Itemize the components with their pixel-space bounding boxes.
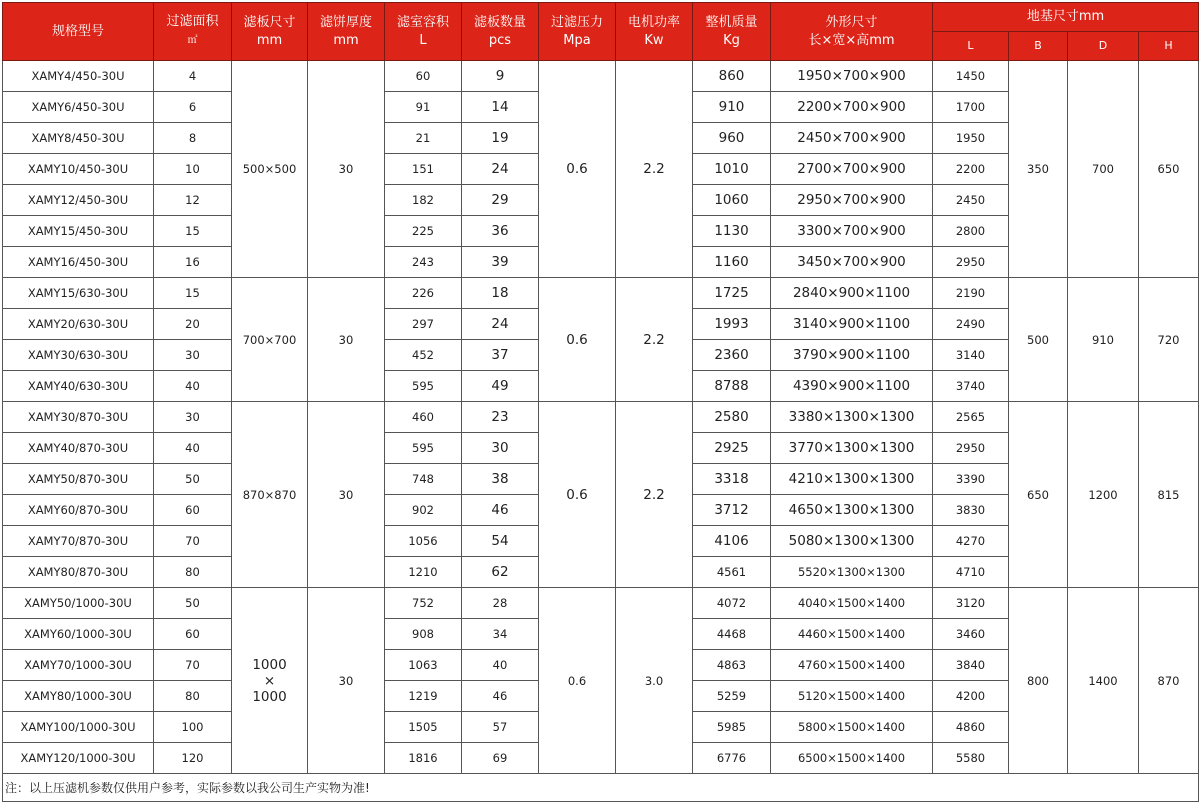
cell-volume: 151	[385, 154, 462, 185]
cell-model: XAMY30/630-30U	[3, 340, 154, 371]
cell-foundation-l: 3140	[933, 340, 1009, 371]
cell-dimensions: 6500×1500×1400	[771, 743, 933, 774]
cell-plate-count: 39	[462, 247, 539, 278]
cell-volume: 1505	[385, 712, 462, 743]
cell-power: 2.2	[616, 278, 693, 402]
header-count: 滤板数量 pcs	[462, 3, 539, 61]
header-B: B	[1009, 32, 1068, 61]
cell-weight: 3318	[693, 464, 771, 495]
cell-model: XAMY8/450-30U	[3, 123, 154, 154]
cell-area: 40	[154, 433, 232, 464]
cell-weight: 4561	[693, 557, 771, 588]
cell-volume: 1816	[385, 743, 462, 774]
cell-dimensions: 4390×900×1100	[771, 371, 933, 402]
cell-plate-count: 24	[462, 154, 539, 185]
cell-volume: 60	[385, 61, 462, 92]
header-D: D	[1068, 32, 1139, 61]
cell-foundation-b: 800	[1009, 588, 1068, 774]
cell-model: XAMY50/1000-30U	[3, 588, 154, 619]
cell-model: XAMY120/1000-30U	[3, 743, 154, 774]
cell-dimensions: 1950×700×900	[771, 61, 933, 92]
cell-dimensions: 2450×700×900	[771, 123, 933, 154]
spec-table	[2, 2, 1199, 802]
cell-dimensions: 4040×1500×1400	[771, 588, 933, 619]
cell-weight: 860	[693, 61, 771, 92]
cell-foundation-b: 650	[1009, 402, 1068, 588]
cell-weight: 4863	[693, 650, 771, 681]
header-model: 规格型号	[3, 3, 154, 61]
cell-foundation-b: 500	[1009, 278, 1068, 402]
cell-plate-count: 62	[462, 557, 539, 588]
cell-dimensions: 2700×700×900	[771, 154, 933, 185]
cell-area: 70	[154, 650, 232, 681]
cell-dimensions: 2840×900×1100	[771, 278, 933, 309]
cell-foundation-l: 3120	[933, 588, 1009, 619]
cell-foundation-d: 1200	[1068, 402, 1139, 588]
cell-pressure: 0.6	[539, 278, 616, 402]
cell-plate-count: 57	[462, 712, 539, 743]
cell-dimensions: 3790×900×1100	[771, 340, 933, 371]
cell-dimensions: 2200×700×900	[771, 92, 933, 123]
cell-weight: 960	[693, 123, 771, 154]
cell-plate-size: 870×870	[232, 402, 308, 588]
cell-model: XAMY40/870-30U	[3, 433, 154, 464]
cell-dimensions: 5800×1500×1400	[771, 712, 933, 743]
cell-weight: 5259	[693, 681, 771, 712]
cell-dimensions: 3450×700×900	[771, 247, 933, 278]
cell-plate-size: 700×700	[232, 278, 308, 402]
cell-foundation-d: 910	[1068, 278, 1139, 402]
cell-foundation-l: 4270	[933, 526, 1009, 557]
cell-area: 30	[154, 340, 232, 371]
header-weight: 整机质量 Kg	[693, 3, 771, 61]
cell-weight: 4072	[693, 588, 771, 619]
cell-volume: 1063	[385, 650, 462, 681]
cell-foundation-l: 2800	[933, 216, 1009, 247]
cell-area: 15	[154, 216, 232, 247]
cell-foundation-d: 700	[1068, 61, 1139, 278]
cell-foundation-l: 2950	[933, 247, 1009, 278]
cell-foundation-l: 3390	[933, 464, 1009, 495]
cell-area: 80	[154, 557, 232, 588]
cell-weight: 3712	[693, 495, 771, 526]
cell-plate-count: 23	[462, 402, 539, 433]
cell-cake-thickness: 30	[308, 61, 385, 278]
cell-dimensions: 4460×1500×1400	[771, 619, 933, 650]
cell-foundation-l: 3840	[933, 650, 1009, 681]
cell-model: XAMY60/870-30U	[3, 495, 154, 526]
cell-plate-count: 9	[462, 61, 539, 92]
cell-volume: 452	[385, 340, 462, 371]
cell-area: 16	[154, 247, 232, 278]
header-H: H	[1139, 32, 1199, 61]
cell-foundation-l: 3830	[933, 495, 1009, 526]
cell-area: 4	[154, 61, 232, 92]
cell-model: XAMY80/1000-30U	[3, 681, 154, 712]
note-text: 注：以上压滤机参数仅供用户参考，实际参数以我公司生产实物为准!	[3, 774, 1199, 802]
cell-volume: 182	[385, 185, 462, 216]
cell-model: XAMY50/870-30U	[3, 464, 154, 495]
cell-weight: 1130	[693, 216, 771, 247]
cell-dimensions: 3380×1300×1300	[771, 402, 933, 433]
cell-area: 100	[154, 712, 232, 743]
cell-volume: 225	[385, 216, 462, 247]
cell-dimensions: 4650×1300×1300	[771, 495, 933, 526]
cell-plate-count: 14	[462, 92, 539, 123]
cell-weight: 4106	[693, 526, 771, 557]
cell-area: 15	[154, 278, 232, 309]
cell-plate-count: 28	[462, 588, 539, 619]
cell-foundation-h: 870	[1139, 588, 1199, 774]
cell-plate-count: 36	[462, 216, 539, 247]
table-row	[3, 588, 1199, 619]
cell-weight: 8788	[693, 371, 771, 402]
table-row	[3, 61, 1199, 92]
cell-area: 80	[154, 681, 232, 712]
cell-weight: 5985	[693, 712, 771, 743]
cell-plate-count: 29	[462, 185, 539, 216]
cell-foundation-l: 3460	[933, 619, 1009, 650]
cell-volume: 1219	[385, 681, 462, 712]
cell-model: XAMY10/450-30U	[3, 154, 154, 185]
header-pressure: 过滤压力 Mpa	[539, 3, 616, 61]
cell-plate-count: 34	[462, 619, 539, 650]
cell-foundation-l: 5580	[933, 743, 1009, 774]
cell-weight: 2360	[693, 340, 771, 371]
cell-plate-count: 38	[462, 464, 539, 495]
cell-weight: 1060	[693, 185, 771, 216]
cell-foundation-d: 1400	[1068, 588, 1139, 774]
cell-plate-count: 19	[462, 123, 539, 154]
cell-model: XAMY70/1000-30U	[3, 650, 154, 681]
cell-plate-count: 54	[462, 526, 539, 557]
cell-cake-thickness: 30	[308, 402, 385, 588]
header-area: 过滤面积 ㎡	[154, 3, 232, 61]
cell-plate-size: 1000 × 1000	[232, 588, 308, 774]
cell-weight: 1160	[693, 247, 771, 278]
cell-model: XAMY12/450-30U	[3, 185, 154, 216]
cell-area: 30	[154, 402, 232, 433]
cell-area: 6	[154, 92, 232, 123]
cell-model: XAMY20/630-30U	[3, 309, 154, 340]
cell-dimensions: 5080×1300×1300	[771, 526, 933, 557]
cell-power: 2.2	[616, 61, 693, 278]
cell-plate-count: 46	[462, 495, 539, 526]
cell-plate-count: 30	[462, 433, 539, 464]
cell-plate-count: 40	[462, 650, 539, 681]
note-row	[3, 774, 1199, 802]
cell-dimensions: 5520×1300×1300	[771, 557, 933, 588]
cell-foundation-l: 4860	[933, 712, 1009, 743]
cell-pressure: 0.6	[539, 61, 616, 278]
cell-area: 20	[154, 309, 232, 340]
cell-foundation-l: 3740	[933, 371, 1009, 402]
cell-model: XAMY15/630-30U	[3, 278, 154, 309]
header-cake: 滤饼厚度 mm	[308, 3, 385, 61]
cell-volume: 226	[385, 278, 462, 309]
cell-area: 60	[154, 495, 232, 526]
header-power: 电机功率 Kw	[616, 3, 693, 61]
cell-volume: 752	[385, 588, 462, 619]
cell-foundation-l: 1450	[933, 61, 1009, 92]
cell-area: 60	[154, 619, 232, 650]
cell-foundation-h: 720	[1139, 278, 1199, 402]
table-row	[3, 278, 1199, 309]
cell-model: XAMY16/450-30U	[3, 247, 154, 278]
cell-foundation-h: 815	[1139, 402, 1199, 588]
cell-volume: 243	[385, 247, 462, 278]
cell-dimensions: 3770×1300×1300	[771, 433, 933, 464]
cell-foundation-l: 2490	[933, 309, 1009, 340]
header-plate: 滤板尺寸 mm	[232, 3, 308, 61]
cell-cake-thickness: 30	[308, 278, 385, 402]
cell-dimensions: 4210×1300×1300	[771, 464, 933, 495]
cell-weight: 6776	[693, 743, 771, 774]
cell-weight: 1010	[693, 154, 771, 185]
cell-cake-thickness: 30	[308, 588, 385, 774]
cell-dimensions: 3300×700×900	[771, 216, 933, 247]
cell-weight: 2580	[693, 402, 771, 433]
cell-area: 50	[154, 464, 232, 495]
cell-plate-count: 37	[462, 340, 539, 371]
cell-model: XAMY40/630-30U	[3, 371, 154, 402]
header-volume: 滤室容积 L	[385, 3, 462, 61]
cell-power: 2.2	[616, 402, 693, 588]
cell-model: XAMY6/450-30U	[3, 92, 154, 123]
cell-foundation-l: 2200	[933, 154, 1009, 185]
cell-foundation-b: 350	[1009, 61, 1068, 278]
cell-foundation-l: 2450	[933, 185, 1009, 216]
cell-foundation-l: 4200	[933, 681, 1009, 712]
cell-area: 8	[154, 123, 232, 154]
cell-plate-count: 49	[462, 371, 539, 402]
cell-volume: 595	[385, 371, 462, 402]
cell-weight: 1993	[693, 309, 771, 340]
cell-volume: 908	[385, 619, 462, 650]
cell-plate-count: 69	[462, 743, 539, 774]
cell-weight: 4468	[693, 619, 771, 650]
cell-area: 10	[154, 154, 232, 185]
cell-model: XAMY30/870-30U	[3, 402, 154, 433]
cell-area: 12	[154, 185, 232, 216]
cell-pressure: 0.6	[539, 402, 616, 588]
cell-dimensions: 4760×1500×1400	[771, 650, 933, 681]
cell-dimensions: 3140×900×1100	[771, 309, 933, 340]
cell-weight: 2925	[693, 433, 771, 464]
cell-model: XAMY60/1000-30U	[3, 619, 154, 650]
cell-area: 70	[154, 526, 232, 557]
cell-model: XAMY70/870-30U	[3, 526, 154, 557]
cell-volume: 460	[385, 402, 462, 433]
cell-volume: 91	[385, 92, 462, 123]
cell-dimensions: 5120×1500×1400	[771, 681, 933, 712]
header-foundation: 地基尺寸mm	[933, 3, 1199, 32]
table-row	[3, 402, 1199, 433]
cell-foundation-l: 2950	[933, 433, 1009, 464]
cell-plate-size: 500×500	[232, 61, 308, 278]
cell-power: 3.0	[616, 588, 693, 774]
cell-volume: 902	[385, 495, 462, 526]
cell-plate-count: 18	[462, 278, 539, 309]
cell-weight: 910	[693, 92, 771, 123]
cell-volume: 1210	[385, 557, 462, 588]
cell-foundation-l: 1700	[933, 92, 1009, 123]
cell-dimensions: 2950×700×900	[771, 185, 933, 216]
cell-model: XAMY15/450-30U	[3, 216, 154, 247]
cell-foundation-l: 1950	[933, 123, 1009, 154]
cell-area: 50	[154, 588, 232, 619]
cell-volume: 748	[385, 464, 462, 495]
cell-foundation-l: 2190	[933, 278, 1009, 309]
cell-volume: 21	[385, 123, 462, 154]
cell-foundation-l: 2565	[933, 402, 1009, 433]
cell-volume: 1056	[385, 526, 462, 557]
header-L: L	[933, 32, 1009, 61]
header-dims: 外形尺寸 长×宽×高mm	[771, 3, 933, 61]
cell-plate-count: 46	[462, 681, 539, 712]
cell-model: XAMY4/450-30U	[3, 61, 154, 92]
cell-model: XAMY100/1000-30U	[3, 712, 154, 743]
cell-volume: 297	[385, 309, 462, 340]
cell-area: 120	[154, 743, 232, 774]
cell-volume: 595	[385, 433, 462, 464]
cell-model: XAMY80/870-30U	[3, 557, 154, 588]
cell-foundation-h: 650	[1139, 61, 1199, 278]
cell-pressure: 0.6	[539, 588, 616, 774]
cell-plate-count: 24	[462, 309, 539, 340]
cell-area: 40	[154, 371, 232, 402]
cell-weight: 1725	[693, 278, 771, 309]
cell-foundation-l: 4710	[933, 557, 1009, 588]
